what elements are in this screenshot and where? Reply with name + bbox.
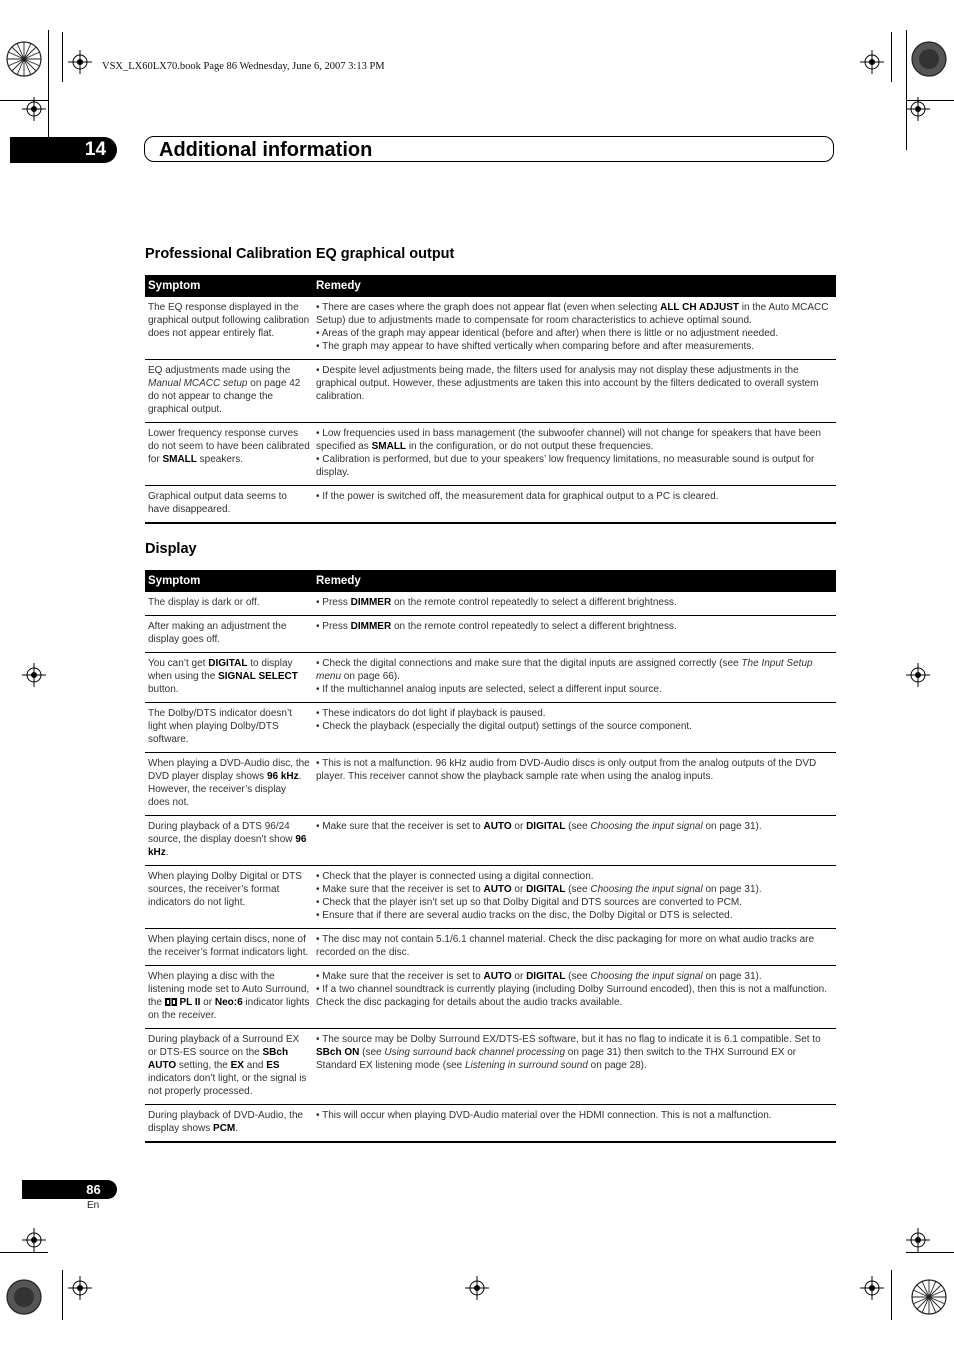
remedy-cell: • If the power is switched off, the measurement data for graphical output to a PC is cleared. <box>313 486 836 524</box>
crosshair-circle-icon <box>860 1276 884 1300</box>
symptom-cell: The display is dark or off. <box>145 592 313 616</box>
crop-mark <box>891 32 892 82</box>
crop-mark <box>62 32 63 82</box>
crosshair-circle-icon <box>906 1228 930 1252</box>
sunburst-icon <box>910 1278 948 1316</box>
remedy-cell: • This will occur when playing DVD-Audio material over the HDMI connection. This is not a malfunction. <box>313 1105 836 1143</box>
remedy-cell: • Low frequencies used in bass management (the subwoofer channel) will not change for speakers that have been specified as SMALL in the configuration, or do not output these frequencies. • Calibration is performed, but due to your speakers’ low frequency limitations, no measurable sound is output for display. <box>313 423 836 486</box>
crop-mark <box>906 1252 954 1253</box>
table-row <box>145 966 836 1029</box>
remedy-cell: • These indicators do dot light if playback is paused. • Check the playback (especially the digital output) settings of the source component. <box>313 703 836 753</box>
symptom-cell: During playback of a Surround EX or DTS-ES source on the SBch AUTO setting, the EX and ES indicators don’t light, or the signal is not properly processed. <box>145 1029 313 1105</box>
crosshair-circle-icon <box>906 97 930 121</box>
pro-calibration-table <box>145 275 836 524</box>
section-title-pro-calibration: Professional Calibration EQ graphical output <box>145 246 455 262</box>
crosshair-circle-icon <box>22 1228 46 1252</box>
table-row <box>145 1029 836 1105</box>
symptom-cell: EQ adjustments made using the Manual MCACC setup on page 42 do not appear to change the graphical output. <box>145 360 313 423</box>
remedy-cell: • Despite level adjustments being made, the filters used for analysis may not display these adjustments in the graphical output. However, these adjustments are taken this into account by the filters dedicated to overall system calibration. <box>313 360 836 423</box>
remedy-cell: • Press DIMMER on the remote control repeatedly to select a different brightness. <box>313 592 836 616</box>
crosshair-circle-icon <box>465 1276 489 1300</box>
symptom-cell: Lower frequency response curves do not seem to have been calibrated for SMALL speakers. <box>145 423 313 486</box>
symptom-cell: During playback of DVD-Audio, the display shows PCM. <box>145 1105 313 1143</box>
crop-mark <box>906 30 907 150</box>
symptom-cell: When playing a DVD-Audio disc, the DVD player display shows 96 kHz. However, the receiver’s display does not. <box>145 753 313 816</box>
table-row <box>145 816 836 866</box>
crosshair-circle-icon <box>860 50 884 74</box>
sunburst-icon <box>5 40 43 78</box>
sunburst-icon <box>5 1278 43 1316</box>
sunburst-icon <box>910 40 948 78</box>
table-row <box>145 929 836 966</box>
table-row <box>145 653 836 703</box>
remedy-cell: • There are cases where the graph does not appear flat (even when selecting ALL CH ADJUST in the Auto MCACC Setup) due to adjustments made to compensate for room characteristics to achieve optimal sound. • Areas of the graph may appear identical (before and after) when there is little or no adjustment needed. • The graph may appear to have shifted vertically when comparing before and after measurements. <box>313 297 836 360</box>
book-info: VSX_LX60LX70.book Page 86 Wednesday, June 6, 2007 3:13 PM <box>102 61 385 72</box>
table-row <box>145 866 836 929</box>
column-header-symptom: Symptom <box>145 570 313 592</box>
symptom-cell: When playing certain discs, none of the receiver’s format indicators light. <box>145 929 313 966</box>
table-row <box>145 1105 836 1143</box>
symptom-cell: You can’t get DIGITAL to display when using the SIGNAL SELECT button. <box>145 653 313 703</box>
chapter-title: Additional information <box>144 136 834 162</box>
crosshair-circle-icon <box>22 97 46 121</box>
symptom-cell: After making an adjustment the display goes off. <box>145 616 313 653</box>
crosshair-circle-icon <box>22 663 46 687</box>
crosshair-circle-icon <box>68 1276 92 1300</box>
chapter-number <box>10 137 117 163</box>
table-row <box>145 592 836 616</box>
table-header-row <box>145 570 836 592</box>
crop-mark <box>891 1270 892 1320</box>
table-row <box>145 703 836 753</box>
crosshair-circle-icon <box>68 50 92 74</box>
symptom-cell: During playback of a DTS 96/24 source, the display doesn’t show 96 kHz. <box>145 816 313 866</box>
remedy-cell: • Make sure that the receiver is set to AUTO or DIGITAL (see Choosing the input signal on page 31). • If a two channel soundtrack is currently playing (including Dolby Surround encoded), then this is not a malfunction. Check the disc packaging for details about the audio tracks available. <box>313 966 836 1029</box>
remedy-cell: • Make sure that the receiver is set to AUTO or DIGITAL (see Choosing the input signal on page 31). <box>313 816 836 866</box>
symptom-cell: Graphical output data seems to have disappeared. <box>145 486 313 524</box>
symptom-cell: The Dolby/DTS indicator doesn’t light when playing Dolby/DTS software. <box>145 703 313 753</box>
page-number-text: 86 <box>86 1182 101 1197</box>
crop-mark <box>48 30 49 150</box>
remedy-cell: • The disc may not contain 5.1/6.1 channel material. Check the disc packaging for more on what audio tracks are recorded on the disc. <box>313 929 836 966</box>
symptom-cell: When playing Dolby Digital or DTS sources, the receiver’s format indicators do not light. <box>145 866 313 929</box>
column-header-symptom: Symptom <box>145 275 313 297</box>
language-code: En <box>87 1200 100 1211</box>
crop-mark <box>0 1252 48 1253</box>
table-row <box>145 360 836 423</box>
remedy-cell: • This is not a malfunction. 96 kHz audio from DVD-Audio discs is only output from the analog outputs of the DVD player. This receiver cannot show the playback sample rate when using the analog inputs. <box>313 753 836 816</box>
remedy-cell: • The source may be Dolby Surround EX/DTS-ES software, but it has no flag to indicate it is 6.1 compatible. Set to SBch ON (see Using surround back channel processing on page 31) then switch to the THX Surround EX or Standard EX listening mode (see Listening in surround sound on page 28). <box>313 1029 836 1105</box>
double-d-icon <box>165 998 177 1006</box>
column-header-remedy: Remedy <box>313 275 836 297</box>
table-row <box>145 423 836 486</box>
table-row <box>145 753 836 816</box>
remedy-cell: • Check the digital connections and make sure that the digital inputs are assigned correctly (see The Input Setup menu on page 66). • If the multichannel analog inputs are selected, select a different input source. <box>313 653 836 703</box>
table-header-row <box>145 275 836 297</box>
symptom-cell: The EQ response displayed in the graphical output following calibration does not appear entirely flat. <box>145 297 313 360</box>
remedy-cell: • Check that the player is connected using a digital connection. • Make sure that the receiver is set to AUTO or DIGITAL (see Choosing the input signal on page 31). • Check that the player isn’t set up so that Dolby Digital and DTS sources are converted to PCM. • Ensure that if there are several audio tracks on the disc, the Dolby Digital or DTS is selected. <box>313 866 836 929</box>
crop-mark <box>62 1270 63 1320</box>
symptom-cell: When playing a disc with the listening mode set to Auto Surround, the PL II or Neo:6 indicator lights on the receiver. <box>145 966 313 1029</box>
section-title-display: Display <box>145 541 197 557</box>
display-table <box>145 570 836 1143</box>
table-row <box>145 616 836 653</box>
crosshair-circle-icon <box>906 663 930 687</box>
chapter-number-text: 14 <box>84 139 107 160</box>
page-number <box>22 1180 117 1199</box>
column-header-remedy: Remedy <box>313 570 836 592</box>
table-row <box>145 486 836 524</box>
table-row <box>145 297 836 360</box>
remedy-cell: • Press DIMMER on the remote control repeatedly to select a different brightness. <box>313 616 836 653</box>
